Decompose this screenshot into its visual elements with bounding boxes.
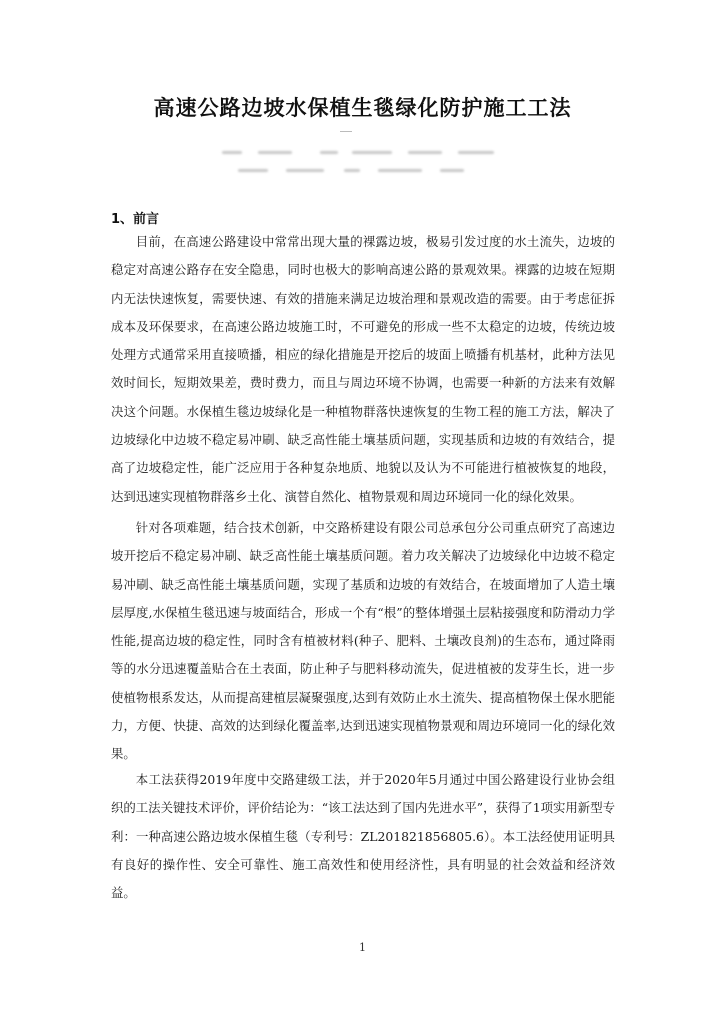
document-title: 高速公路边坡水保植生毯绿化防护施工工法 xyxy=(153,96,572,120)
paragraph: 针对各项难题，结合技术创新，中交路桥建设有限公司总承包分公司重点研究了高速边坡开挖后不稳定易冲刷、缺乏高性能土壤基质问题。着力攻关解决了边坡绿化中边坡不稳定易冲刷、缺乏高性能土壤基质问题，实现了基质和边坡的有效结合，在坡面增加了人造土壤层厚度,水保植生毯迅速与坡面结合，形成一个有“根”的整体增强土层粘接强度和防滑动力学性能,提高边坡的稳定性，同时含有植被材料(种子、肥料、土壤改良剂)的生态布，通过降雨等的水分迅速覆盖贴合在土表面，防止种子与肥料移动流失，促进植被的发芽生长，进一步使植物根系发达，从而提高建植层凝聚强度,达到有效防止水土流失、提高植物保土保水肥能力，方便、快捷、高效的达到绿化覆盖率,达到迅速实现植物景观和周边环境同一化的绿化效果。 xyxy=(111,520,615,762)
page-number: 1 xyxy=(359,941,366,954)
title-divider xyxy=(340,131,352,132)
section-heading: 1、前言 xyxy=(111,212,160,227)
paragraph: 本工法获得2019年度中交路建级工法，并于2020年5月通过中国公路建设行业协会组织的工法关键技术评价，评价结论为：“该工法达到了国内先进水平”，获得了1项实用新型专利：一种高速公路边坡水保植生毯（专利号：ZL201821856805.6）。本工法经使用证明具有良好的操作性、安全可靠性、施工高效性和使用经济性，具有明显的社会效益和经济效益。 xyxy=(111,772,615,901)
paragraph: 目前，在高速公路建设中常常出现大量的裸露边坡，极易引发过度的水土流失，边坡的稳定对高速公路存在安全隐患，同时也极大的影响高速公路的景观效果。裸露的边坡在短期内无法快速恢复，需要快速、有效的措施来满足边坡治理和景观改造的需要。由于考虑征拆成本及环保要求，在高速公路边坡施工时，不可避免的形成一些不太稳定的边坡，传统边坡处理方式通常采用直接喷播，相应的绿化措施是开挖后的坡面上喷播有机基材，此种方法见效时间长，短期效果差，费时费力，而且与周边环境不协调，也需要一种新的方法来有效解决这个问题。水保植生毯边坡绿化是一种植物群落快速恢复的生物工程的施工方法，解决了边坡绿化中边坡不稳定易冲刷、缺乏高性能土壤基质问题，实现基质和边坡的有效结合，提高了边坡稳定性，能广泛应用于各种复杂地质、地貌以及认为不可能进行植被恢复的地段，达到迅速实现植物群落乡土化、演替自然化、植物景观和周边环境同一化的绿化效果。 xyxy=(111,234,615,504)
